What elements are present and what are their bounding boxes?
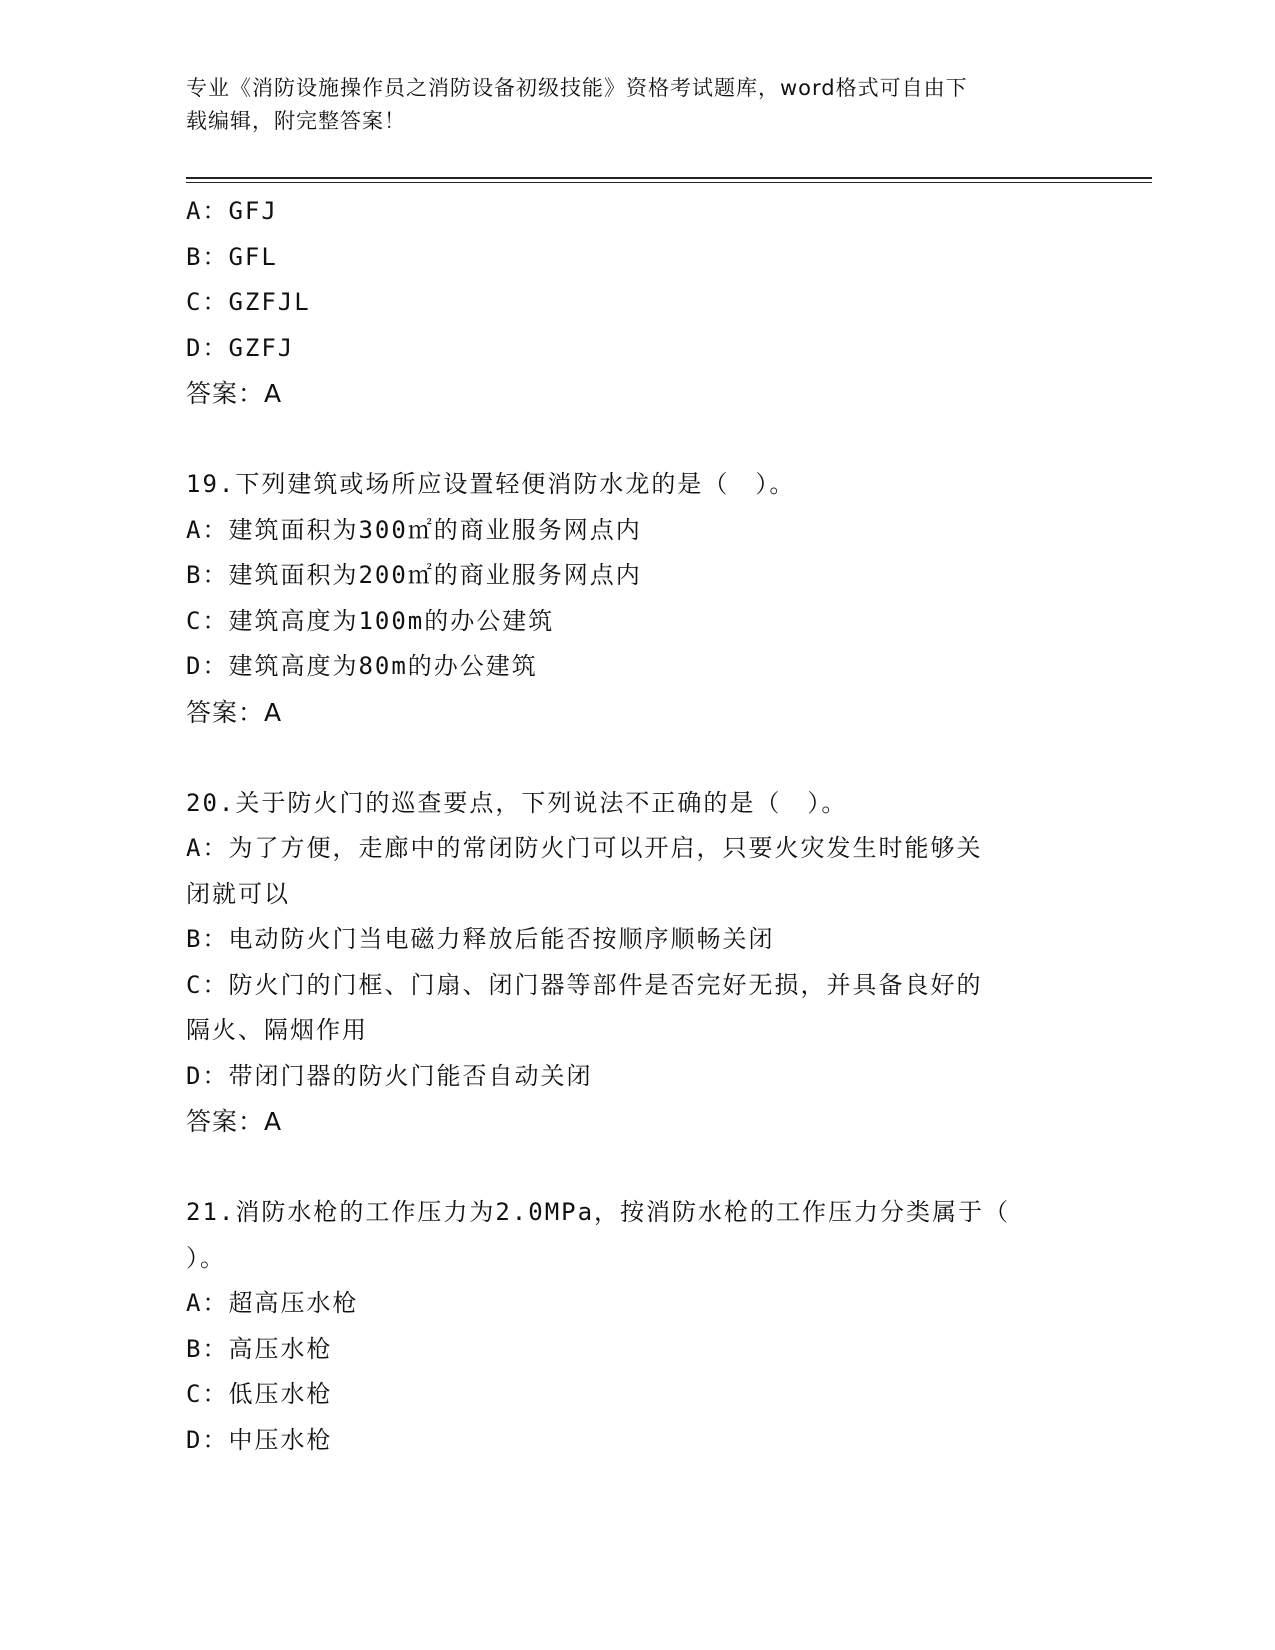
spacer	[186, 417, 1086, 463]
option-a-continued: 闭就可以	[186, 879, 290, 908]
option-a: A：为了方便，走廊中的常闭防火门可以开启，只要火灾发生时能够关	[186, 834, 983, 862]
option-b: B：高压水枪	[186, 1334, 333, 1363]
option-b: B：建筑面积为200㎡的商业服务网点内	[186, 561, 642, 589]
header-divider-thin	[186, 182, 1152, 183]
option-c: C：GZFJL	[186, 288, 311, 316]
option-b: B：电动防火门当电磁力释放后能否按顺序顺畅关闭	[186, 925, 775, 953]
option-a: A：GFJ	[186, 197, 278, 225]
option-c-continued: 隔火、隔烟作用	[186, 1016, 368, 1044]
question-19	[186, 462, 1086, 735]
option-b: B：GFL	[186, 242, 278, 271]
header-line-1: 专业《消防设施操作员之消防设备初级技能》资格考试题库，word格式可自由下	[186, 76, 968, 100]
header-line-2: 载编辑，附完整答案！	[186, 109, 406, 133]
spacer	[186, 1145, 1086, 1191]
spacer	[186, 735, 1086, 781]
option-a: A：超高压水枪	[186, 1289, 359, 1317]
option-c: C：低压水枪	[186, 1380, 333, 1408]
answer: 答案：A	[186, 697, 283, 727]
answer: 答案：A	[186, 379, 283, 408]
question-18	[186, 189, 1086, 417]
question-list	[186, 189, 1086, 1463]
question-text-continued: ）。	[186, 1243, 226, 1272]
question-text: 20.关于防火门的巡查要点，下列说法不正确的是（ ）。	[186, 788, 848, 817]
question-text: 19.下列建筑或场所应设置轻便消防水龙的是（ ）。	[186, 470, 796, 498]
option-d: D：GZFJ	[186, 333, 295, 362]
answer: 答案：A	[186, 1107, 283, 1136]
question-21	[186, 1190, 1086, 1463]
question-20	[186, 781, 1086, 1145]
option-c: C：防火门的门框、门扇、闭门器等部件是否完好无损，并具备良好的	[186, 970, 983, 999]
header-divider-thick	[186, 177, 1152, 179]
question-text: 21.消防水枪的工作压力为2.0MPa，按消防水枪的工作压力分类属于（	[186, 1198, 1011, 1226]
option-d: D：建筑高度为80m的办公建筑	[186, 652, 538, 680]
option-a: A：建筑面积为300㎡的商业服务网点内	[186, 515, 642, 544]
option-d: D：中压水枪	[186, 1425, 333, 1454]
option-d: D：带闭门器的防火门能否自动关闭	[186, 1061, 593, 1090]
document-header	[186, 72, 1066, 138]
option-c: C：建筑高度为100m的办公建筑	[186, 606, 555, 635]
